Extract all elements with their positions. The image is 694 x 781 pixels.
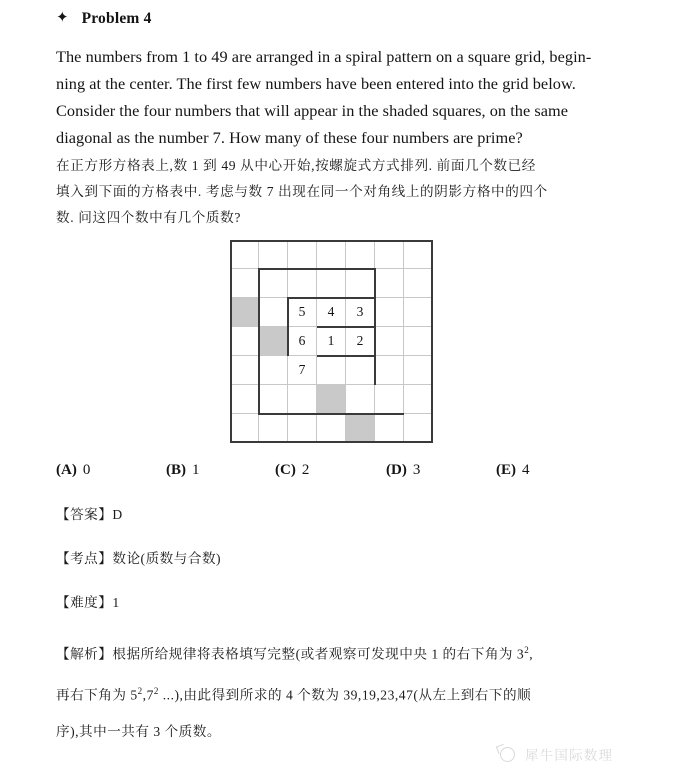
grid-cell-r5-c6	[404, 385, 433, 414]
grid-cell-r4-c4	[346, 356, 375, 385]
grid-cell-r1-c6	[404, 269, 433, 298]
stem-en-line: diagonal as the number 7. How many of these four numbers are prime?	[56, 128, 523, 147]
grid-cell-r6-c1	[259, 414, 288, 443]
problem-statement-english	[56, 43, 640, 151]
stem-en-line: The numbers from 1 to 49 are arranged in a spiral pattern on a square grid, begin-	[56, 47, 592, 66]
grid-cell-r3-c0	[230, 327, 259, 356]
grid-cell-r2-c2: 5	[288, 298, 317, 327]
answer-choice-value: 2	[301, 462, 310, 478]
grid-cell-r5-c3	[317, 385, 346, 414]
grid-cell-r6-c6	[404, 414, 433, 443]
grid-cell-r1-c3	[317, 269, 346, 298]
grid-cell-r3-c6	[404, 327, 433, 356]
stem-cn-line: 数. 问这四个数中有几个质数?	[56, 210, 241, 225]
footer-watermark	[497, 744, 613, 764]
grid-cell-r3-c2: 6	[288, 327, 317, 356]
grid-cell-r0-c4	[346, 240, 375, 269]
answer-choice-value: 1	[192, 462, 200, 478]
grid-cell-r4-c5	[375, 356, 404, 385]
stem-cn-line: 填入到下面的方格表中. 考虑与数 7 出现在同一个对角线上的阴影方格中的四个	[56, 184, 548, 199]
answer-choice-value: 0	[82, 462, 91, 478]
stem-cn-line: 在正方形方格表上,数 1 到 49 从中心开始,按螺旋式方式排列. 前面几个数已经	[56, 158, 536, 173]
grid-cell-r2-c4: 3	[346, 298, 375, 327]
solution-explanation-line: 序),其中一共有 3 个质数。	[56, 724, 221, 740]
grid-cell-r6-c5	[375, 414, 404, 443]
watermark-text: 犀牛国际数理	[525, 748, 614, 764]
grid-cell-r1-c5	[375, 269, 404, 298]
grid-cell-r1-c0	[230, 269, 259, 298]
grid-cell-r0-c0	[230, 240, 259, 269]
grid-cell-r4-c0	[230, 356, 259, 385]
grid-cell-r0-c3	[317, 240, 346, 269]
stem-en-line: Consider the four numbers that will appear in the shaded squares, on the same	[56, 101, 569, 120]
grid-cell-r5-c4	[346, 385, 375, 414]
answer-choice-label: (C)	[275, 462, 296, 478]
grid-cell-r3-c4: 2	[346, 327, 375, 356]
spiral-number-grid	[230, 240, 433, 443]
solution-difficulty: 【难度】1	[56, 595, 120, 610]
grid-cell-r0-c1	[259, 240, 288, 269]
rhino-logo-icon	[497, 745, 517, 763]
grid-cell-r1-c4	[346, 269, 375, 298]
grid-cell-r4-c3	[317, 356, 346, 385]
problem-header	[56, 10, 152, 28]
answer-choice-label: (D)	[386, 462, 407, 478]
grid-cell-r0-c5	[375, 240, 404, 269]
grid-cell-r6-c3	[317, 414, 346, 443]
page-title: Problem 4	[81, 10, 152, 27]
solution-explanation	[56, 632, 646, 750]
grid-cell-r1-c2	[288, 269, 317, 298]
grid-cell-r2-c6	[404, 298, 433, 327]
solution-answer: 【答案】D	[56, 507, 123, 522]
answer-choice-c[interactable]	[275, 462, 309, 479]
solution-topic: 【考点】数论(质数与合数)	[56, 551, 222, 566]
answer-choice-label: (A)	[56, 462, 77, 478]
grid-cell-r4-c2: 7	[288, 356, 317, 385]
grid-cell-r0-c6	[404, 240, 433, 269]
figure-container	[230, 240, 433, 443]
grid-cell-r2-c3: 4	[317, 298, 346, 327]
diamond-star-icon: ✦	[56, 9, 69, 26]
solution-explanation-line: 再右下角为 $5^2,7^2$ ...),由此得到所求的 4 个数为 39,19,23,47(从左上到右下的顺	[56, 685, 532, 703]
stem-en-line: ning at the center. The first few numbers have been entered into the grid below.	[56, 74, 576, 93]
grid-cell-r4-c1	[259, 356, 288, 385]
answer-choice-label: (B)	[166, 462, 186, 478]
grid-cell-r2-c5	[375, 298, 404, 327]
solution-explanation-line: 【解析】根据所给规律将表格填写完整(或者观察可发现中央 1 的右下角为 $3^2$,	[56, 645, 534, 662]
grid-cell-r2-c0	[230, 298, 259, 327]
grid-cell-r0-c2	[288, 240, 317, 269]
answer-choice-e[interactable]	[496, 462, 530, 479]
grid-cell-r2-c1	[259, 298, 288, 327]
grid-cell-r3-c5	[375, 327, 404, 356]
grid-cell-r3-c1	[259, 327, 288, 356]
grid-cell-r6-c2	[288, 414, 317, 443]
problem-statement-chinese	[56, 153, 646, 231]
grid-cell-r5-c5	[375, 385, 404, 414]
answer-choice-label: (E)	[496, 462, 516, 478]
answer-choice-value: 4	[522, 462, 530, 478]
grid-cell-r5-c2	[288, 385, 317, 414]
answer-choice-d[interactable]	[386, 462, 420, 479]
grid-cell-r5-c0	[230, 385, 259, 414]
grid-cell-r1-c1	[259, 269, 288, 298]
grid-cell-r6-c0	[230, 414, 259, 443]
grid-cell-r6-c4	[346, 414, 375, 443]
grid-cell-r5-c1	[259, 385, 288, 414]
answer-choice-value: 3	[412, 462, 421, 478]
grid-cell-r3-c3: 1	[317, 327, 346, 356]
answer-choice-b[interactable]	[166, 462, 200, 479]
grid-cell-r4-c6	[404, 356, 433, 385]
answer-choice-a[interactable]	[56, 462, 90, 479]
